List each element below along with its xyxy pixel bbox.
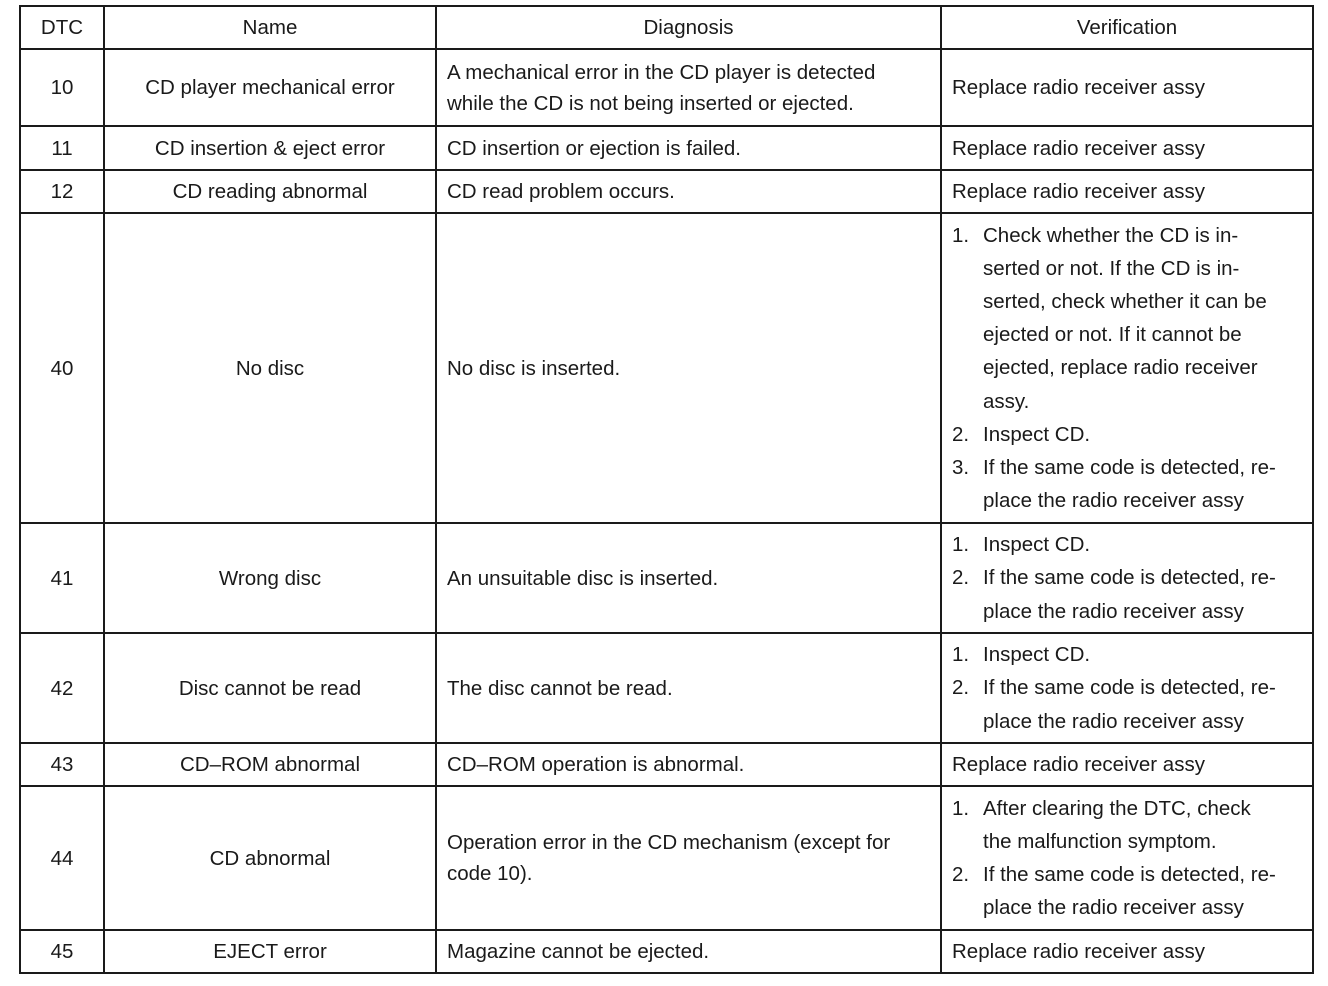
dtc-table bbox=[19, 5, 1314, 974]
step-line: assy. bbox=[983, 389, 1030, 413]
header-diagnosis: Diagnosis bbox=[436, 6, 941, 49]
step-line: serted or not. If the CD is in- bbox=[983, 256, 1240, 280]
dtc-name-cell: CD player mechanical error bbox=[104, 49, 436, 126]
diagnosis-cell bbox=[436, 786, 941, 930]
dtc-name-cell: Wrong disc bbox=[104, 523, 436, 633]
dtc-name-cell: No disc bbox=[104, 213, 436, 523]
table-body bbox=[20, 49, 1313, 973]
table-row bbox=[20, 523, 1313, 633]
dtc-code-cell: 40 bbox=[20, 213, 104, 523]
diagnosis-line: A mechanical error in the CD player is detected bbox=[447, 60, 876, 84]
step-text bbox=[983, 528, 1302, 561]
step-number: 1. bbox=[952, 533, 970, 557]
diagnosis-cell bbox=[436, 930, 941, 973]
verification-cell: Replace radio receiver assy bbox=[941, 170, 1313, 213]
verification-cell bbox=[941, 213, 1313, 523]
diagnosis-line: while the CD is not being inserted or ejected. bbox=[447, 91, 854, 115]
diagnosis-line: Operation error in the CD mechanism (except for bbox=[447, 831, 891, 854]
step-text bbox=[983, 451, 1302, 517]
diagnosis-line: CD insertion or ejection is failed. bbox=[447, 136, 741, 160]
verification-steps bbox=[952, 528, 1302, 628]
step-line: If the same code is detected, re- bbox=[983, 456, 1276, 479]
verification-steps bbox=[952, 792, 1302, 925]
step-text bbox=[983, 671, 1302, 737]
diagnosis-line: An unsuitable disc is inserted. bbox=[447, 566, 719, 590]
step-line: Inspect CD. bbox=[983, 643, 1091, 667]
header-name: Name bbox=[104, 6, 436, 49]
diagnosis-line: CD–ROM operation is abnormal. bbox=[447, 753, 745, 776]
verification-steps bbox=[952, 219, 1302, 518]
step-number: 1. bbox=[952, 643, 970, 667]
table-row bbox=[20, 126, 1313, 170]
table-header-row bbox=[20, 6, 1313, 49]
step-text bbox=[983, 858, 1302, 924]
diagnosis-line: No disc is inserted. bbox=[447, 356, 621, 380]
dtc-name-cell: CD insertion & eject error bbox=[104, 126, 436, 170]
step-line: serted, check whether it can be bbox=[983, 289, 1267, 313]
verification-step bbox=[952, 528, 1302, 561]
step-line: ejected, replace radio receiver bbox=[983, 356, 1258, 380]
table-row bbox=[20, 49, 1313, 126]
table-row bbox=[20, 930, 1313, 973]
dtc-code-cell: 10 bbox=[20, 49, 104, 126]
verification-step bbox=[952, 451, 1302, 517]
verification-step bbox=[952, 792, 1302, 858]
diagnosis-cell bbox=[436, 213, 941, 523]
dtc-code-cell: 41 bbox=[20, 523, 104, 633]
step-number: 2. bbox=[952, 422, 970, 446]
verification-cell bbox=[941, 523, 1313, 633]
step-line: the malfunction symptom. bbox=[983, 829, 1217, 853]
diagnosis-line: code 10). bbox=[447, 862, 533, 885]
step-text bbox=[983, 638, 1302, 671]
diagnosis-cell bbox=[436, 633, 941, 743]
step-text bbox=[983, 418, 1302, 451]
dtc-code-cell: 43 bbox=[20, 743, 104, 786]
verification-steps bbox=[952, 638, 1302, 738]
table-row bbox=[20, 786, 1313, 930]
header-dtc: DTC bbox=[20, 6, 104, 49]
table-row bbox=[20, 170, 1313, 213]
step-number: 1. bbox=[952, 223, 970, 247]
step-line: place the radio receiver assy bbox=[983, 709, 1244, 733]
step-line: place the radio receiver assy bbox=[983, 896, 1244, 920]
step-line: If the same code is detected, re- bbox=[983, 863, 1276, 886]
step-number: 1. bbox=[952, 796, 970, 820]
verification-step bbox=[952, 561, 1302, 627]
step-text bbox=[983, 561, 1302, 627]
dtc-code-cell: 12 bbox=[20, 170, 104, 213]
step-line: place the radio receiver assy bbox=[983, 489, 1244, 513]
step-number: 3. bbox=[952, 456, 970, 479]
diagnosis-cell bbox=[436, 743, 941, 786]
table-row bbox=[20, 633, 1313, 743]
step-line: After clearing the DTC, check bbox=[983, 796, 1251, 820]
dtc-name-cell: Disc cannot be read bbox=[104, 633, 436, 743]
verification-cell bbox=[941, 633, 1313, 743]
verification-step bbox=[952, 219, 1302, 418]
table-row bbox=[20, 213, 1313, 523]
diagnosis-cell bbox=[436, 523, 941, 633]
diagnosis-line: The disc cannot be read. bbox=[447, 676, 673, 700]
diagnosis-line: Magazine cannot be ejected. bbox=[447, 940, 710, 963]
verification-cell: Replace radio receiver assy bbox=[941, 126, 1313, 170]
step-number: 2. bbox=[952, 676, 970, 700]
step-text bbox=[983, 219, 1302, 418]
verification-cell bbox=[941, 786, 1313, 930]
header-verification: Verification bbox=[941, 6, 1313, 49]
step-line: ejected or not. If it cannot be bbox=[983, 323, 1242, 347]
table-row bbox=[20, 743, 1313, 786]
dtc-code-cell: 44 bbox=[20, 786, 104, 930]
step-line: Inspect CD. bbox=[983, 533, 1091, 557]
step-line: If the same code is detected, re- bbox=[983, 566, 1276, 590]
verification-cell: Replace radio receiver assy bbox=[941, 930, 1313, 973]
dtc-code-cell: 11 bbox=[20, 126, 104, 170]
dtc-name-cell: EJECT error bbox=[104, 930, 436, 973]
verification-step bbox=[952, 858, 1302, 924]
verification-cell: Replace radio receiver assy bbox=[941, 743, 1313, 786]
dtc-code-cell: 45 bbox=[20, 930, 104, 973]
step-number: 2. bbox=[952, 863, 970, 886]
dtc-name-cell: CD reading abnormal bbox=[104, 170, 436, 213]
diagnosis-cell bbox=[436, 126, 941, 170]
step-line: Inspect CD. bbox=[983, 422, 1091, 446]
step-line: place the radio receiver assy bbox=[983, 599, 1244, 623]
verification-cell: Replace radio receiver assy bbox=[941, 49, 1313, 126]
dtc-name-cell: CD abnormal bbox=[104, 786, 436, 930]
diagnosis-cell bbox=[436, 49, 941, 126]
dtc-code-cell: 42 bbox=[20, 633, 104, 743]
verification-step bbox=[952, 418, 1302, 451]
step-line: If the same code is detected, re- bbox=[983, 676, 1276, 700]
step-line: Check whether the CD is in- bbox=[983, 223, 1239, 247]
dtc-name-cell: CD–ROM abnormal bbox=[104, 743, 436, 786]
verification-step bbox=[952, 638, 1302, 671]
diagnosis-line: CD read problem occurs. bbox=[447, 180, 675, 203]
step-number: 2. bbox=[952, 566, 970, 590]
diagnosis-cell bbox=[436, 170, 941, 213]
verification-step bbox=[952, 671, 1302, 737]
step-text bbox=[983, 792, 1302, 858]
